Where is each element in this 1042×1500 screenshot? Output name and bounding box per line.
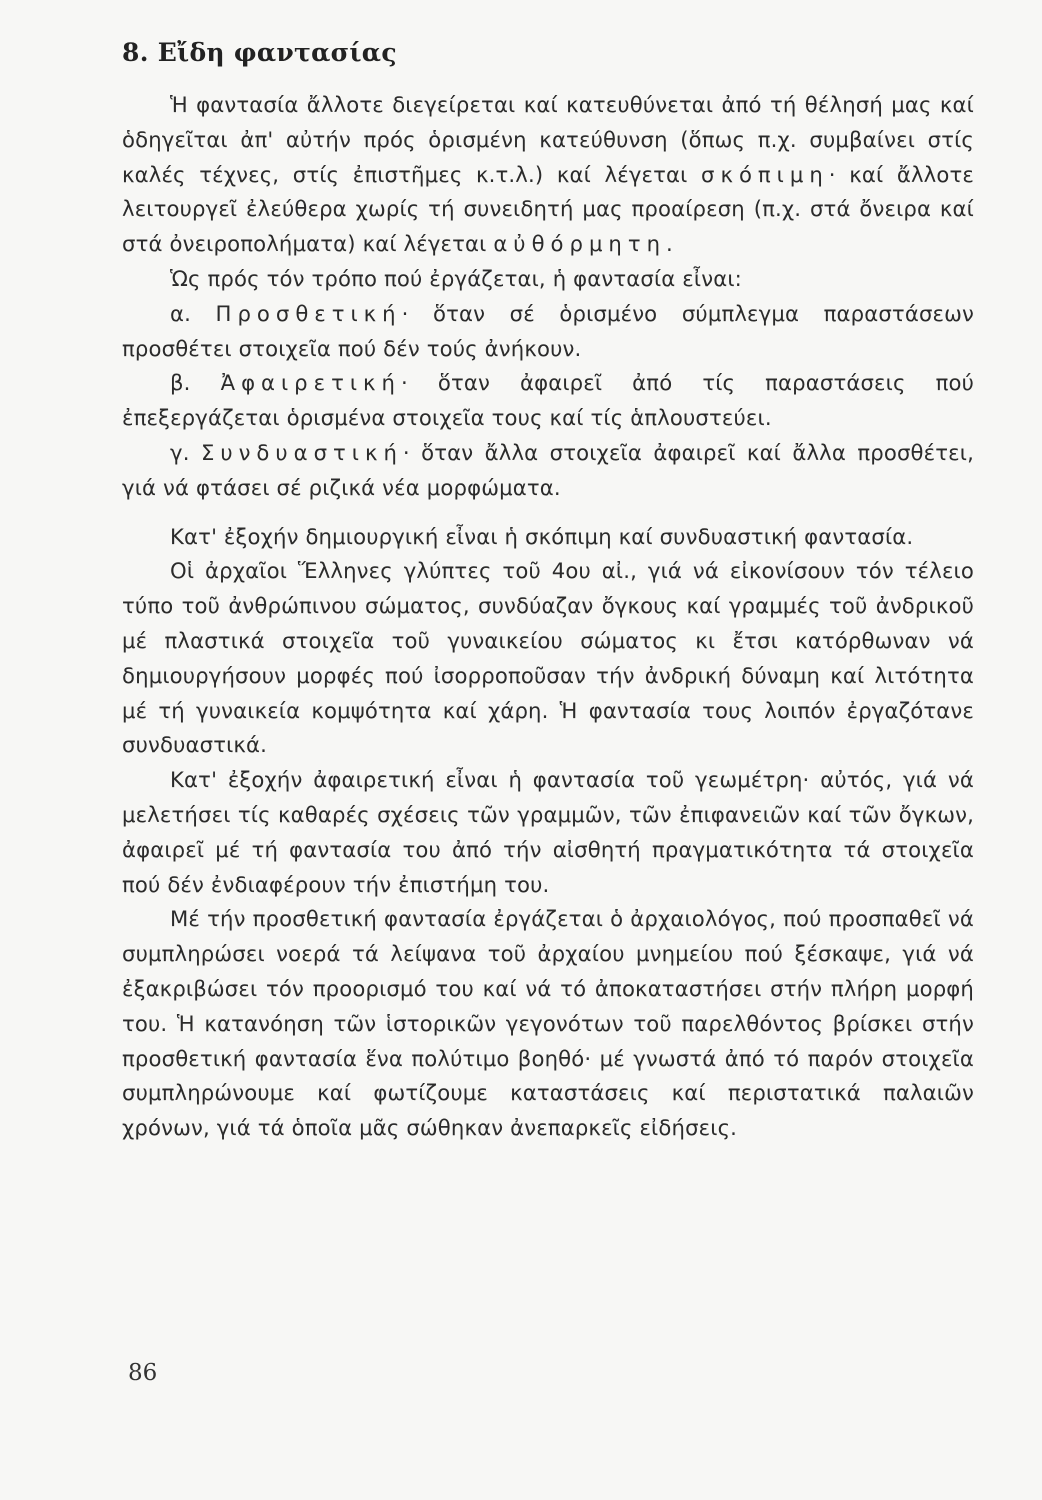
paragraph-2: Ὡς πρός τόν τρόπο πού ἐργάζεται, ἡ φαντασία εἶναι: [170, 265, 742, 291]
section-heading: 8. Εἴδη φαντασίας [122, 38, 397, 67]
term-prosthetiki: Προσθετική [215, 300, 402, 326]
page-number: 86 [128, 1360, 158, 1386]
paragraph-7: Οἱ ἀρχαῖοι Ἕλληνες γλύπτες τοῦ 4ου αἰ., γιά νά εἰκονίσουν τόν τέλειο τύπο τοῦ ἀνθρώπινου σώματος, συνδύαζαν ὄγκους καί γραμμές τοῦ ἀνδρικοῦ μέ πλαστικά στοιχεῖα τοῦ γυναικείου σώματος κι ἔτσι κατόρθωναν νά δημιουργήσουν μορφές πού ἰσορροποῦσαν τήν ἀνδρική δύναμη καί λιτότητα μέ τή γυναικεία κομψότητα καί χάρη. Ἡ φαντασία τους λοιπόν ἐργαζότανε συνδυαστικά. [122, 558, 974, 758]
term-skopimi: σκόπιμη [701, 161, 829, 187]
paragraph-5: γ. Συνδυαστική· ὅταν ἄλλα στοιχεῖα ἀφαιρεῖ καί ἄλλα προσθέτει, γιά νά φτάσει σέ ριζικά νέα μορφώματα. [122, 439, 974, 500]
paragraph-9: Μέ τήν προσθετική φαντασία ἐργάζεται ὁ ἀρχαιολόγος, πού προσπαθεῖ νά συμπληρώσει νοερά τά λείψανα τοῦ ἀρχαίου μνημείου πού ξέσκαψε, γιά νά ἐξακριβώσει τόν προορισμό του καί νά τό ἀποκαταστήσει στήν πλήρη μορφή του. Ἡ κατανόηση τῶν ἱστορικῶν γεγονότων τοῦ παρελθόντος βρίσκει στήν προσθετική φαντασία ἕνα πολύτιμο βοηθό· μέ γνωστά ἀπό τό παρόν στοιχεῖα συμπληρώνουμε καί φωτίζουμε καταστάσεις καί περιστατικά παλαιῶν χρόνων, γιά τά ὁποῖα μᾶς σώθηκαν ἀνεπαρκεῖς εἰδήσεις. [122, 906, 974, 1141]
paragraph-3: α. Προσθετική· ὅταν σέ ὁρισμένο σύμπλεγμα παραστάσεων προσθέτει στοιχεῖα πού δέν τούς ἀνήκουν. [122, 300, 975, 361]
paragraph-1: Ἡ φαντασία ἄλλοτε διεγείρεται καί κατευθύνεται ἀπό τή θέλησή μας καί ὁδηγεῖται ἀπ' αὐτήν πρός ὁρισμένη κατεύθυνση (ὅπως π.χ. συμβαίνει στίς καλές τέχνες, στίς ἐπιστῆμες κ.τ.λ.) καί λέγεται σκόπιμη· καί ἄλλοτε λειτουργεῖ ἐλεύθερα χωρίς τή συνειδητή μας προαίρεση (π.χ. στά ὄνειρα καί στά ὀνειροπολήματα) καί λέγεται αὐθόρμητη. [122, 92, 974, 257]
paragraph-8: Κατ' ἐξοχήν ἀφαιρετική εἶναι ἡ φαντασία τοῦ γεωμέτρη· αὐτός, γιά νά μελετήσει τίς καθαρές σχέσεις τῶν γραμμῶν, τῶν ἐπιφανειῶν καί τῶν ὄγκων, ἀφαιρεῖ μέ τή φαντασία του ἀπό τήν αἰσθητή πραγματικότητα τά στοιχεῖα πού δέν ἐνδιαφέρουν τήν ἐπιστήμη του. [122, 767, 974, 897]
term-syndyastiki: Συνδυαστική [200, 439, 403, 465]
term-afairetiki: Ἀφαιρετική [220, 370, 401, 396]
book-page [122, 30, 984, 1470]
body-text [122, 88, 974, 1146]
term-avthormiti: αὐθόρμητη [493, 231, 667, 257]
paragraph-6: Κατ' ἐξοχήν δημιουργική εἶναι ἡ σκόπιμη καί συνδυαστική φαντασία. [170, 523, 914, 549]
paragraph-4: β. Ἀφαιρετική· ὅταν ἀφαιρεῖ ἀπό τίς παραστάσεις πού ἐπεξεργάζεται ὁρισμένα στοιχεῖα τους καί τίς ἁπλουστεύει. [122, 370, 974, 431]
